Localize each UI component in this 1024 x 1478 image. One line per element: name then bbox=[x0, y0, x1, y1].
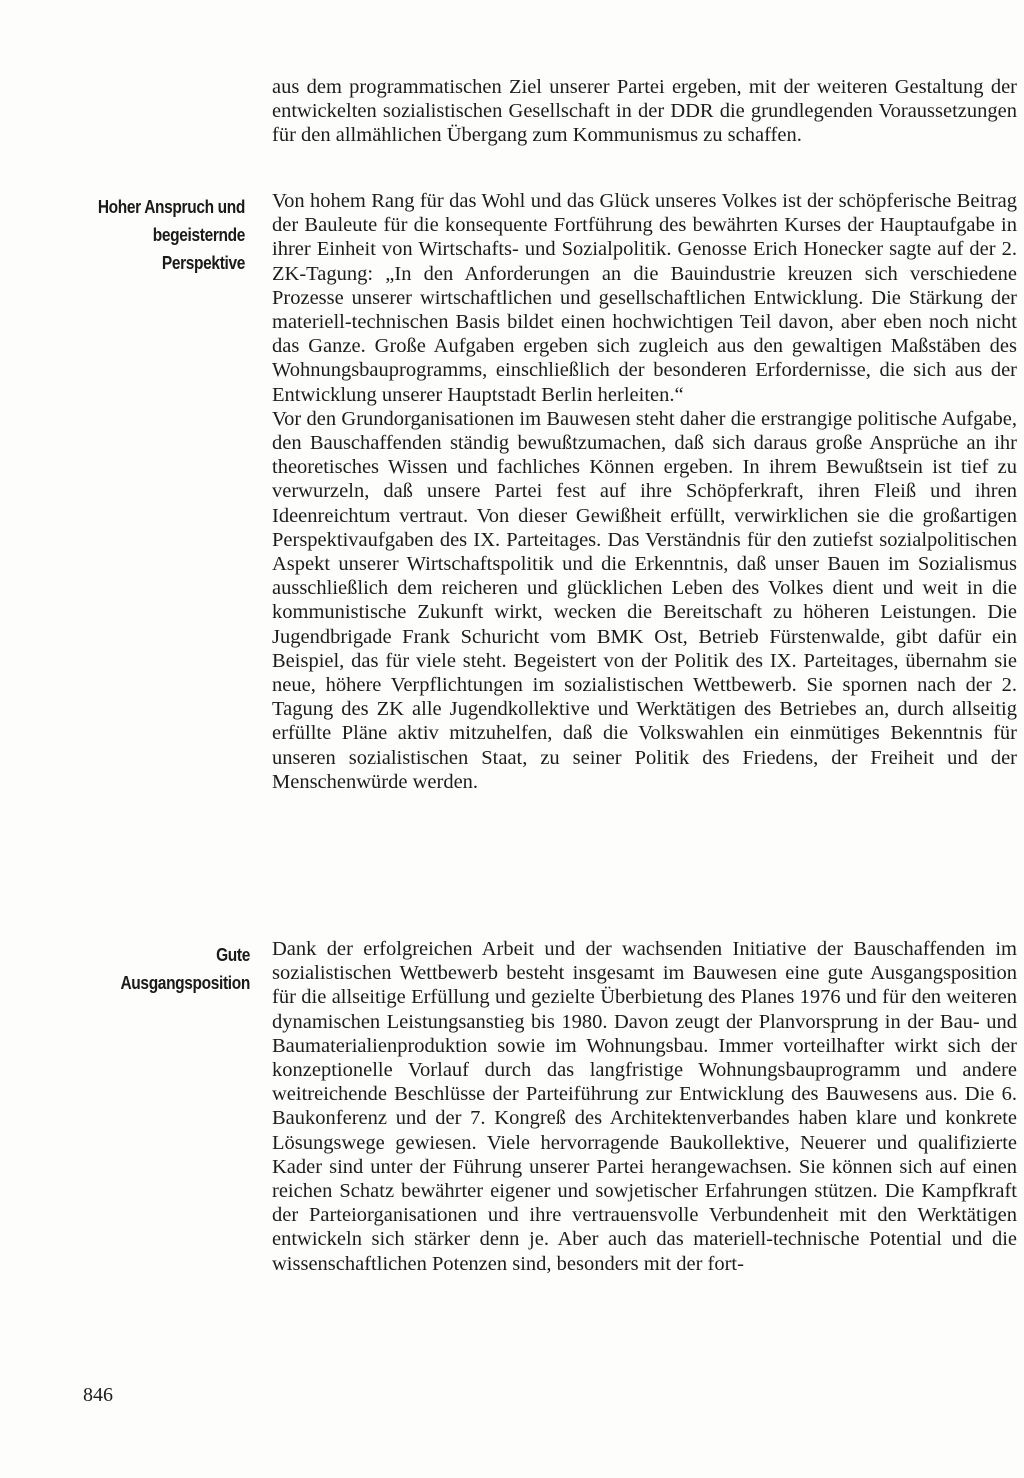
body-paragraph: Von hohem Rang für das Wohl und das Glück unseres Volkes ist der schöpferische Beitrag der Bauleute für die konsequente Fortführung des bewährten Kurses der Hauptaufgabe in ihrer Einheit von Wirtschafts- und Sozialpolitik. Genosse Erich Honecker sagte auf der 2. ZK-Tagung: „In den Anforderungen an die Bauindustrie kreuzen sich verschiedene Prozesse unserer wirtschaftlichen und gesellschaftlichen Entwicklung. Die Stärkung der materiell-technischen Basis bildet einen hochwichtigen Teil davon, aber eben noch nicht das Ganze. Große Aufgaben ergeben sich zugleich aus den gewaltigen Maßstäben des Wohnungsbauprogramms, einschließlich der besonderen Erfordernisse, die sich aus der Entwicklung unserer Hauptstadt Berlin herleiten.“ bbox=[272, 190, 1017, 406]
margin-heading-hoher-anspruch bbox=[82, 193, 245, 277]
body-paragraph: Vor den Grundorganisationen im Bauwesen steht daher die erstrangige politische Aufgabe, den Bauschaffenden ständig bewußtzumachen, daß sich daraus große Ansprüche an ihr theoretisches Wissen und fachliches Können ergeben. In ihrem Bewußtsein ist tief zu verwurzeln, daß unsere Partei fest auf ihre Schöpferkraft, ihren Fleiß und ihren Ideenreichtum vertraut. Von dieser Gewißheit erfüllt, verwirklichen sie die großartigen Perspektivaufgaben des IX. Parteitages. Das Verständnis für den zutiefst sozialpolitischen Aspekt unserer Wirtschaftspolitik und die Erkenntnis, daß unser Bauen im Sozialismus ausschließlich dem reicheren und glücklichen Leben des Volkes dient und weit in die kommunistische Zukunft wirkt, wecken die Bereitschaft zu höheren Leistungen. Die Jugendbrigade Frank Schuricht vom BMK Ost, Betrieb Fürstenwalde, gibt dafür ein Beispiel, das für viele steht. Begeistert von der Politik des IX. Parteitages, übernahm sie neue, höhere Verpflichtungen im sozialistischen Wettbewerb. Sie spornen nach der 2. Tagung des ZK alle Jugendkollektive und Werktätigen des Betriebes an, durch allseitig erfüllte Pläne aktiv mitzuhelfen, daß die Volkswahlen ein einmütiges Bekenntnis für unseren sozialistischen Staat, zu seiner Politik des Friedens, der Freiheit und der Menschenwürde werden. bbox=[272, 407, 1017, 793]
page-number: 846 bbox=[83, 1384, 113, 1406]
margin-heading-line: Hoher Anspruch und bbox=[97, 197, 245, 217]
margin-heading-gute-ausgangsposition bbox=[87, 941, 250, 997]
section-gute-ausgangsposition bbox=[272, 937, 1017, 1276]
intro-text: aus dem programmatischen Ziel unserer Partei ergeben, mit der weiteren Gestaltung der entwickelten sozialistischen Gesellschaft in der DDR die grundlegenden Voraussetzungen für den allmählichen Übergang zum Kommunismus zu schaffen. bbox=[272, 76, 1017, 147]
section-hoher-anspruch bbox=[272, 189, 1017, 794]
margin-heading-line: Gute Ausgangsposition bbox=[120, 945, 251, 993]
intro-paragraph bbox=[272, 75, 1017, 148]
margin-heading-line: Perspektive bbox=[161, 253, 245, 273]
margin-heading-line: begeisternde bbox=[152, 225, 245, 245]
body-paragraph: Dank der erfolgreichen Arbeit und der wachsenden Initiative der Bauschaffenden im sozialistischen Wettbewerb besteht insgesamt im Bauwesen eine gute Ausgangsposition für die allseitige Erfüllung und gezielte Überbietung des Planes 1976 und für den weiteren dynamischen Leistungsanstieg bis 1980. Davon zeugt der Planvorsprung in der Bau- und Baumaterialienproduktion sowie im Wohnungsbau. Immer vorteilhafter wirkt sich der konzeptionelle Vorlauf durch das langfristige Wohnungsbauprogramm und andere weitreichende Beschlüsse der Parteiführung zur Entwicklung des Bauwesens aus. Die 6. Baukonferenz und der 7. Kongreß des Architektenverbandes haben klare und konkrete Lösungswege gewiesen. Viele hervorragende Baukollektive, Neuerer und qualifizierte Kader sind unter der Führung unserer Partei herangewachsen. Sie können sich auf einen reichen Schatz bewährter eigener und sowjetischer Erfahrungen stützen. Die Kampfkraft der Parteiorganisationen und ihre vertrauensvolle Verbundenheit mit den Werktätigen entwickeln sich stärker denn je. Aber auch das materiell-technische Potential und die wissenschaftlichen Potenzen sind, besonders mit der fort- bbox=[272, 938, 1017, 1275]
